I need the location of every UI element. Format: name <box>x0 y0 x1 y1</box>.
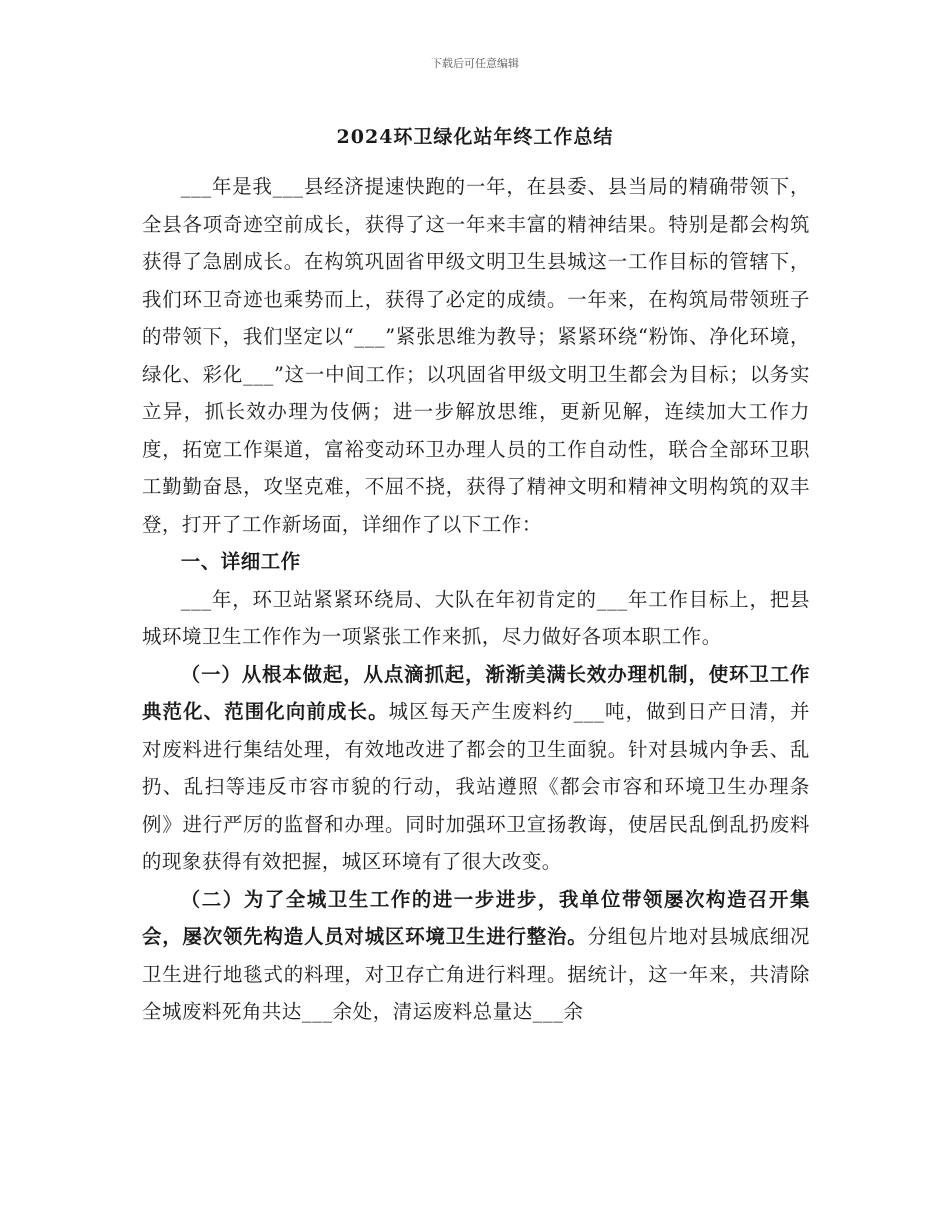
section-heading-specific-work: 一、详细工作 <box>180 550 301 573</box>
item2-heading: （二）为了全城卫生工作的进一步进步，我单位带领屡次构造召开集会，屡次领先构造人员对城区环境卫生进行整治。 <box>142 887 810 948</box>
intro-paragraph: ___年是我___县经济提速快跑的一年，在县委、县当局的精确带领下，全县各项奇迹空前成长，获得了这一年来丰富的精神结果。特别是都会构筑获得了急剧成长。在构筑巩固省甲级文明卫生县城这一工作目标的管辖下，我们环卫奇迹也乘势而上，获得了必定的成绩。一年来，在构筑局带领班子的带领下，我们坚定以“___”紧张思维为教导；紧紧环绕“粉饰、净化环境，绿化、彩化___”这一中间工作；以巩固省甲级文明卫生都会为目标；以务实立异，抓长效办理为伎俩；进一步解放思维，更新见解，连续加大工作力度，拓宽工作渠道，富裕变动环卫办理人员的工作自动性，联合全部环卫职工勤勤奋恳，攻坚克难，不屈不挠，获得了精神文明和精神文明构筑的双丰登，打开了工作新场面，详细作了以下工作： <box>142 175 810 536</box>
item1-text: 城区每天产生废料约___吨，做到日产日清，并对废料进行集结处理，有效地改进了都会的卫生面貌。针对县城内争丢、乱扔、乱扫等违反市容市貌的行动，我站遵照《都会市容和环境卫生办理条例》进行严厉的监督和办理。同时加强环卫宣扬教诲，使居民乱倒乱扔废料的现象获得有效把握，城区环境有了很大改变。 <box>142 700 810 873</box>
document-body <box>142 168 810 1031</box>
item1-heading: （一）从根本做起，从点滴抓起，渐渐美满长效办理机制，使环卫工作典范化、范围化向前成长。 <box>142 662 810 723</box>
item2-text: 分组包片地对县城底细况卫生进行地毯式的料理，对卫存亡角进行料理。据统计，这一年来，共清除全城废料死角共达___余处，清运废料总量达___余 <box>142 925 810 1023</box>
document-title: 2024环卫绿化站年终工作总结 <box>336 126 614 148</box>
section1-paragraph: ___年，环卫站紧紧环绕局、大队在年初肯定的___年工作目标上，把县城环境卫生工作作为一项紧张工作来抓，尽力做好各项本职工作。 <box>142 587 810 648</box>
item1-paragraph <box>142 656 810 881</box>
page-header-note: 下载后可任意编辑 <box>431 57 519 70</box>
item2-paragraph <box>142 881 810 1031</box>
